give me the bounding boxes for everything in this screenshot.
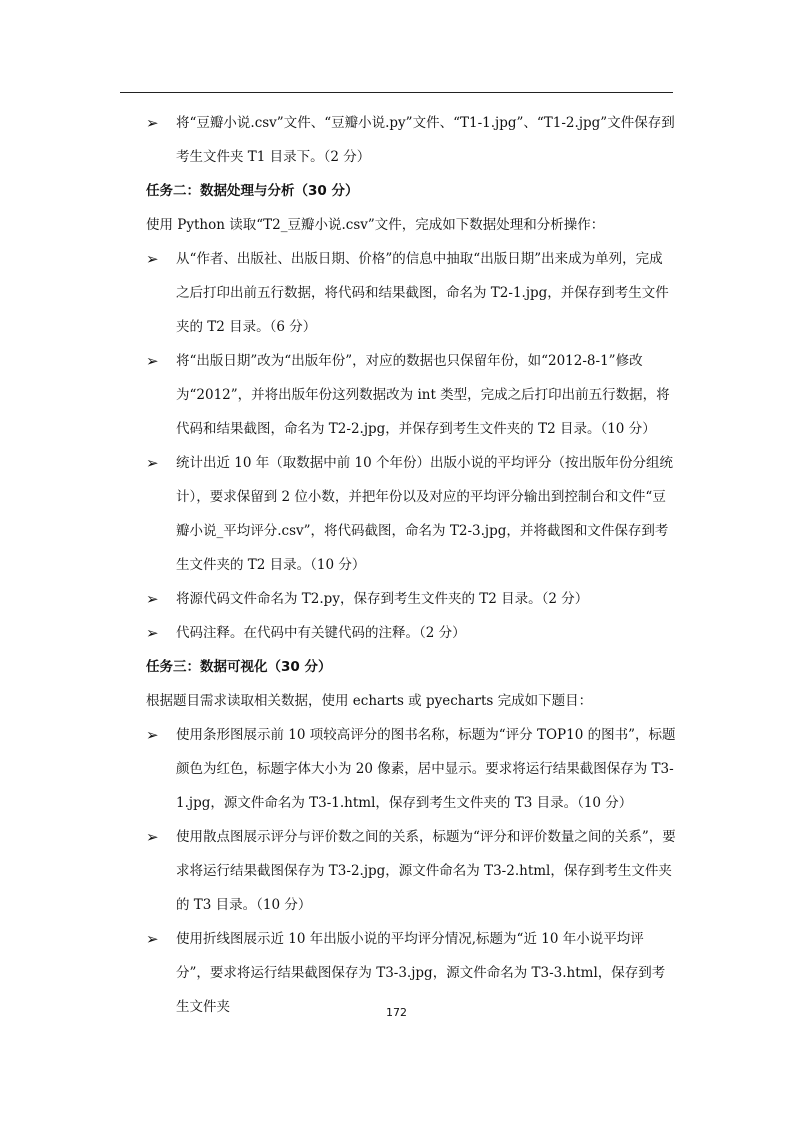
- header-rule: [120, 92, 673, 93]
- bullet-arrow-icon: ➢: [146, 114, 159, 132]
- bullet-arrow-icon: ➢: [146, 930, 159, 948]
- bullet-arrow-icon: ➢: [146, 250, 159, 268]
- bullet-arrow-icon: ➢: [146, 624, 159, 642]
- list-item-text: 使用条形图展示前 10 项较高评分的图书名称，标题为“评分 TOP10 的图书”，标题颜色为红色，标题字体大小为 20 像素，居中显示。要求将运行结果截图保存为 T3-1.jpg，源文件命名为 T3-1.html，保存到考生文件夹的 T3 目录。（10 分）: [176, 727, 676, 811]
- bullet-arrow-icon: ➢: [146, 726, 159, 744]
- list-item: [146, 820, 676, 922]
- list-item-text: 代码注释。在代码中有关键代码的注释。（2 分）: [176, 625, 466, 641]
- section-heading: 任务三：数据可视化（30 分）: [146, 659, 332, 675]
- bullet-arrow-icon: ➢: [146, 828, 159, 846]
- list-item: [146, 616, 676, 650]
- list-item: [146, 106, 676, 174]
- list-item: [146, 446, 676, 582]
- list-item-text: 统计出近 10 年（取数据中前 10 个年份）出版小说的平均评分（按出版年份分组统计），要求保留到 2 位小数，并把年份以及对应的平均评分输出到控制台和文件“豆瓣小说_平均评分.csv”，将代码截图，命名为 T2-3.jpg，并将截图和文件保存到考生文件夹的 T2 目录。（10 分）: [176, 455, 674, 573]
- bullet-arrow-icon: ➢: [146, 454, 159, 472]
- bullet-arrow-icon: ➢: [146, 352, 159, 370]
- list-item-text: 将“出版日期”改为“出版年份”，对应的数据也只保留年份，如“2012-8-1”修改为“2012”，并将出版年份这列数据改为 int 类型，完成之后打印出前五行数据，将代码和结果截图，命名为 T2-2.jpg，并保存到考生文件夹的 T2 目录。（10 分）: [176, 353, 670, 437]
- section-heading: 任务二：数据处理与分析（30 分）: [146, 183, 359, 199]
- paragraph: 使用 Python 读取“T2_豆瓣小说.csv”文件，完成如下数据处理和分析操作：: [146, 217, 605, 233]
- list-item: [146, 582, 676, 616]
- list-item-text: 将源代码文件命名为 T2.py，保存到考生文件夹的 T2 目录。（2 分）: [176, 591, 589, 607]
- list-item-text: 将“豆瓣小说.csv”文件、“豆瓣小说.py”文件、“T1-1.jpg”、“T1-2.jpg”文件保存到考生文件夹 T1 目录下。（2 分）: [176, 115, 675, 165]
- list-item-text: 使用折线图展示近 10 年出版小说的平均评分情况,标题为“近 10 年小说平均评分”，要求将运行结果截图保存为 T3-3.jpg，源文件命名为 T3-3.html，保存到考生文件夹: [176, 931, 666, 1015]
- paragraph: 根据题目需求读取相关数据，使用 echarts 或 pyecharts 完成如下题目：: [146, 693, 593, 709]
- list-item: [146, 242, 676, 344]
- list-item-text: 从“作者、出版社、出版日期、价格”的信息中抽取“出版日期”出来成为单列，完成之后打印出前五行数据，将代码和结果截图，命名为 T2-1.jpg，并保存到考生文件夹的 T2 目录。（6 分）: [176, 251, 669, 335]
- page-number: 172: [386, 1006, 407, 1019]
- list-item: [146, 344, 676, 446]
- list-item-text: 使用散点图展示评分与评价数之间的关系，标题为“评分和评价数量之间的关系”，要求将运行结果截图保存为 T3-2.jpg，源文件命名为 T3-2.html，保存到考生文件夹的 T3 目录。（10 分）: [176, 829, 676, 913]
- list-item: [146, 718, 676, 820]
- bullet-arrow-icon: ➢: [146, 590, 159, 608]
- document-body: [146, 106, 676, 1024]
